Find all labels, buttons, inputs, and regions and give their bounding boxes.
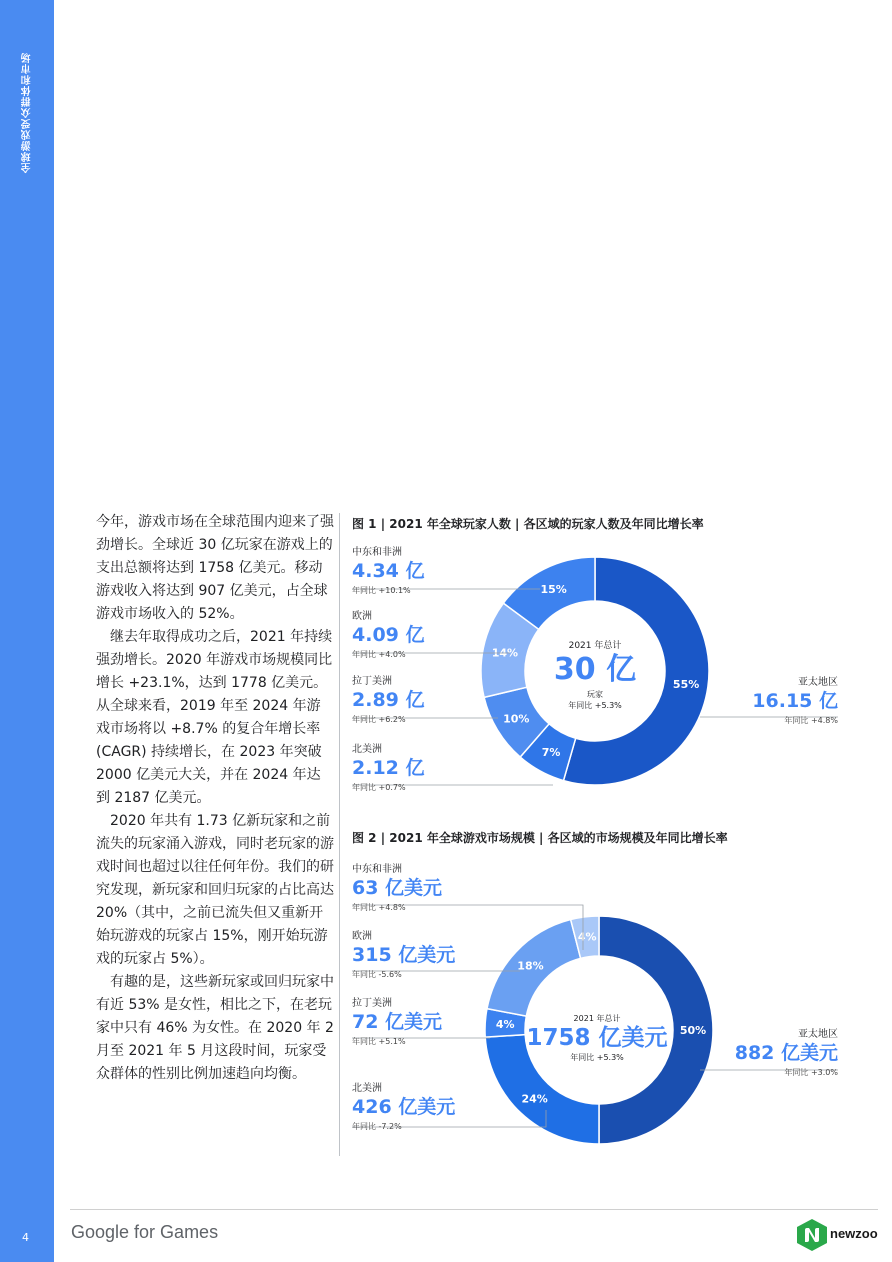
region-name: 拉丁美洲 [352,998,392,1009]
slice-percent-label: 18% [517,959,544,973]
chart1-center-label: 2021 年总计 [568,641,622,651]
region-yoy: 年同比 -7.2% [352,1122,402,1131]
region-yoy: 年同比 +4.8% [784,716,838,725]
chart2-center-yoy: 年同比 +5.3% [570,1053,624,1062]
region-value: 4.34 亿 [352,560,425,582]
slice-percent-label: 4% [495,1018,515,1032]
paragraph: 继去年取得成功之后，2021 年持续强劲增长。2020 年游戏市场规模同比增长 +23.1%，达到 1778 亿美元。从全球来看，2019 年至 2024 年游戏市场将以 +8.7% 的复合年增长率 (CAGR) 持续增长，在 2023 年突破 2000 亿美元大关，并在 2024 年达到 2187 亿美元。 [96,629,333,806]
region-name: 中东和非洲 [352,547,402,558]
chart2-center-label: 2021 年总计 [573,1014,621,1023]
chart2-center [520,1013,674,1063]
slice-percent-label: 4% [577,930,597,944]
slice-percent-label: 50% [679,1024,707,1037]
region-yoy: 年同比 +5.1% [352,1037,406,1046]
region-name: 亚太地区 [798,1029,838,1040]
region-value: 2.12 亿 [352,757,425,779]
footer-divider [70,1209,878,1210]
region-value: 63 亿美元 [352,877,443,899]
chart1-label-apac [740,677,838,727]
region-yoy: 年同比 +3.0% [784,1068,838,1077]
region-value: 426 亿美元 [352,1096,456,1118]
region-yoy: 年同比 +4.0% [352,650,406,659]
chart1-label-mea [352,547,425,597]
paragraph: 有趣的是，这些新玩家或回归玩家中有近 53% 是女性，相比之下，在老玩家中只有 46% 为女性。在 2020 年 2 月至 2021 年 5 月这段时间，玩家受众群体的性别比例加速趋向均衡。 [96,974,334,1082]
region-name: 中东和非洲 [352,864,402,875]
chart1-label-latam [352,676,425,726]
region-name: 北美洲 [352,1083,382,1094]
region-name: 拉丁美洲 [352,676,392,687]
chart2-label-mea [352,864,442,914]
region-value: 315 亿美元 [352,944,456,966]
slice-percent-label: 14% [491,646,519,660]
region-name: 北美洲 [352,744,382,755]
chart2-label-na [352,1083,455,1133]
region-value: 882 亿美元 [734,1042,838,1064]
figure2-title: 图 2 | 2021 年全球游戏市场规模 | 各区域的市场规模及年同比增长率 [352,831,728,845]
region-value: 72 亿美元 [352,1011,443,1033]
figure1-title: 图 1 | 2021 年全球玩家人数 | 各区域的玩家人数及年同比增长率 [352,517,704,531]
region-yoy: 年同比 +10.1% [352,586,411,595]
google-for-games-logo: Google for Games [71,1222,219,1242]
region-value: 16.15 亿 [752,690,838,712]
region-yoy: 年同比 +6.2% [352,715,406,724]
chart1-label-na [352,744,425,794]
newzoo-icon [796,1218,828,1252]
slice-percent-label: 55% [672,677,700,691]
section-title: 全球游戏受众群体和市场 [22,52,33,173]
chart1-center-unit: 玩家 [587,690,603,699]
newzoo-logo [796,1218,886,1252]
region-yoy: 年同比 -5.6% [352,970,402,979]
region-value: 2.89 亿 [352,689,425,711]
paragraph: 今年，游戏市场在全球范围内迎来了强劲增长。全球近 30 亿玩家在游戏上的支出总额将达到 1758 亿美元。移动游戏收入将达到 907 亿美元，占全球游戏市场收入的 52%。 [96,514,334,622]
slice-percent-label: 10% [503,712,530,726]
region-yoy: 年同比 +4.8% [352,903,406,912]
slice-percent-label: 24% [521,1092,548,1106]
chart1-center-yoy: 年同比 +5.3% [568,701,622,710]
chart2-label-apac [716,1029,838,1079]
region-yoy: 年同比 +0.7% [352,783,406,792]
region-name: 欧洲 [352,611,372,622]
newzoo-wordmark: newzoo [830,1226,878,1241]
chart1-center-value: 30 亿 [553,652,637,687]
chart1-center [540,638,650,711]
paragraph: 2020 年共有 1.73 亿新玩家和之前流失的玩家涌入游戏，同时老玩家的游戏时间也超过以往任何年份。我们的研究发现，新玩家和回归玩家的占比高达 20%（其中，之前已流失但又重新开始玩游戏的玩家占 15%，刚开始玩游戏的玩家占 5%）。 [96,813,334,967]
chart2-label-latam [352,998,442,1048]
page-number: 4 [22,1231,29,1244]
chart2-label-europe [352,931,455,981]
slice-percent-label: 15% [540,582,567,596]
region-name: 欧洲 [352,931,372,942]
region-name: 亚太地区 [798,677,838,688]
region-value: 4.09 亿 [352,624,425,646]
slice-percent-label: 7% [541,745,561,759]
chart2-center-value: 1758 亿美元 [526,1025,668,1051]
chart1-label-europe [352,611,425,661]
